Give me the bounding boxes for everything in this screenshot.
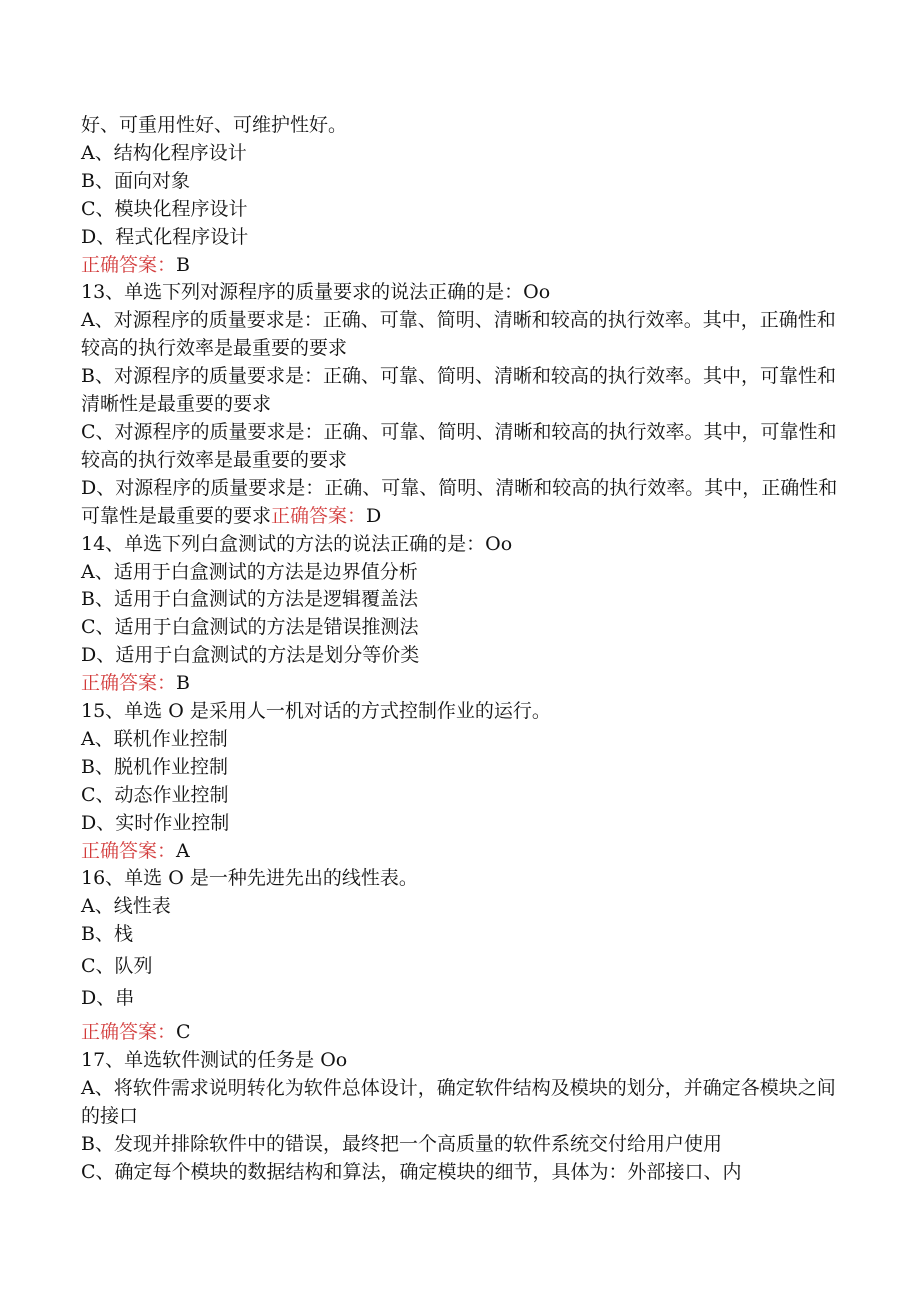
answer-label: 正确答案： bbox=[271, 504, 367, 527]
option-text: D、程式化程序设计 bbox=[81, 225, 249, 248]
answer-label: 正确答案： bbox=[81, 672, 177, 695]
option-with-answer bbox=[81, 475, 851, 531]
option-text: A、联机作业控制 bbox=[81, 727, 228, 750]
correct-answer bbox=[81, 1019, 851, 1047]
option-text: B、栈 bbox=[81, 923, 133, 946]
option-text: A、对源程序的质量要求是：正确、可靠、简明、清晰和较高的执行效率。其中，正确性和较高的执行效率是最重要的要求 bbox=[81, 309, 836, 360]
answer-value: D bbox=[366, 504, 382, 527]
option-text: C、动态作业控制 bbox=[81, 783, 229, 806]
option-text: D、串 bbox=[81, 987, 135, 1010]
option-text: C、队列 bbox=[81, 955, 153, 978]
option-text: D、对源程序的质量要求是：正确、可靠、简明、清晰和较高的执行效率。其中，正确性和可靠性是最重要的要求 bbox=[81, 476, 838, 527]
option-text: C、模块化程序设计 bbox=[81, 197, 248, 220]
answer-label: 正确答案： bbox=[81, 1021, 177, 1043]
answer-value: B bbox=[176, 253, 190, 276]
correct-answer bbox=[81, 252, 851, 280]
correct-answer bbox=[81, 670, 851, 698]
option-text: C、确定每个模块的数据结构和算法，确定模块的细节，具体为：外部接口、内 bbox=[81, 1160, 742, 1183]
question-stem: 17、单选软件测试的任务是 Oo bbox=[81, 1048, 348, 1071]
option-text: B、对源程序的质量要求是：正确、可靠、简明、清晰和较高的执行效率。其中，可靠性和清晰性是最重要的要求 bbox=[81, 365, 836, 416]
question-stem: 15、单选 O 是采用人一机对话的方式控制作业的运行。 bbox=[81, 700, 551, 723]
option-text: C、对源程序的质量要求是：正确、可靠、简明、清晰和较高的执行效率。其中，可靠性和较高的执行效率是最重要的要求 bbox=[81, 420, 837, 471]
question-stem: 16、单选 O 是一种先进先出的线性表。 bbox=[81, 867, 418, 890]
answer-label: 正确答案： bbox=[81, 253, 177, 276]
option-text: B、面向对象 bbox=[81, 169, 190, 192]
answer-value: C bbox=[176, 1021, 191, 1043]
option-text: A、结构化程序设计 bbox=[81, 141, 247, 164]
option-text: A、线性表 bbox=[81, 895, 171, 918]
answer-label: 正确答案： bbox=[81, 839, 177, 862]
option-text: C、适用于白盒测试的方法是错误推测法 bbox=[81, 616, 419, 639]
answer-value: A bbox=[176, 839, 190, 862]
question-stem: 14、单选下列白盒测试的方法的说法正确的是：Oo bbox=[81, 532, 513, 555]
option-text: A、适用于白盒测试的方法是边界值分析 bbox=[81, 560, 418, 583]
option-text: A、将软件需求说明转化为软件总体设计，确定软件结构及模块的划分，并确定各模块之间的接口 bbox=[81, 1076, 836, 1127]
option-text: D、实时作业控制 bbox=[81, 811, 230, 834]
answer-value: B bbox=[176, 672, 190, 695]
option-text: D、适用于白盒测试的方法是划分等价类 bbox=[81, 644, 420, 667]
document-page bbox=[81, 112, 851, 1186]
option-text: B、脱机作业控制 bbox=[81, 755, 228, 778]
option-text: B、发现并排除软件中的错误，最终把一个高质量的软件系统交付给用户使用 bbox=[81, 1132, 722, 1155]
text-line: 好、可重用性好、可维护性好。 bbox=[81, 114, 348, 136]
correct-answer bbox=[81, 838, 851, 866]
option-text: B、适用于白盒测试的方法是逻辑覆盖法 bbox=[81, 588, 418, 611]
question-stem: 13、单选下列对源程序的质量要求的说法正确的是：Oo bbox=[81, 281, 551, 304]
